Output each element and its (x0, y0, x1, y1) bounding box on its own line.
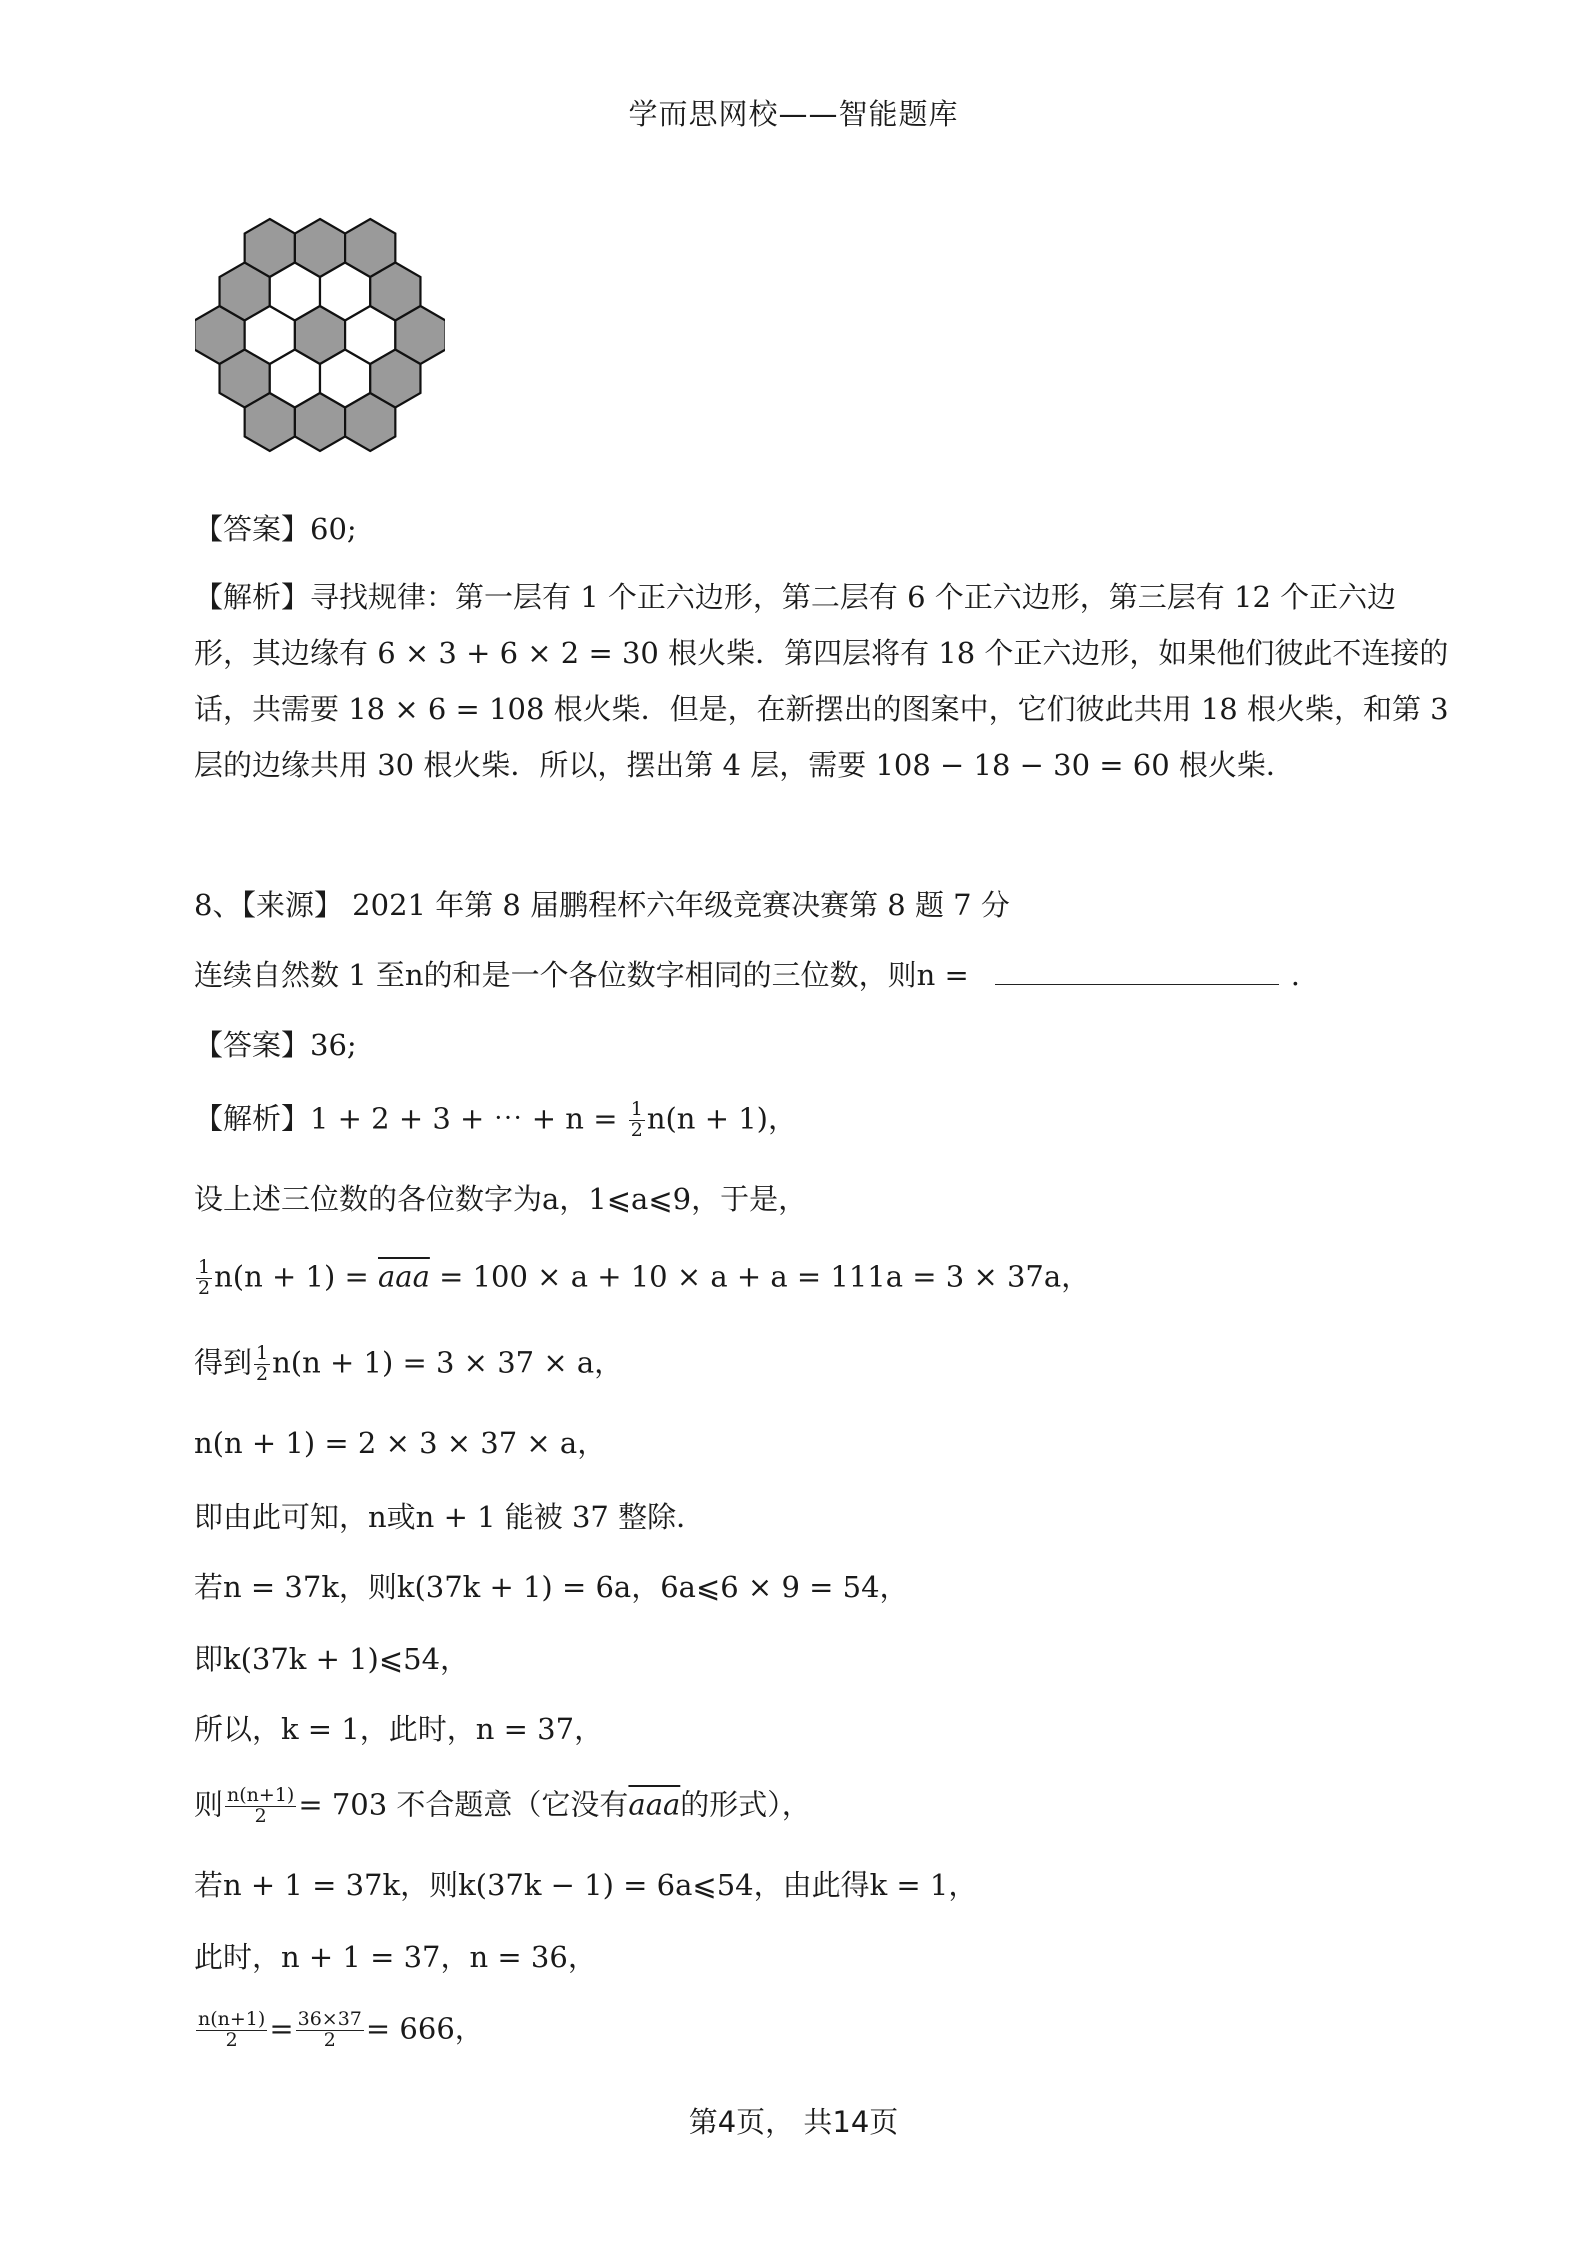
fraction-half (254, 1344, 270, 1385)
q8-step-2: 设上述三位数的各位数字为a，1⩽a⩽9，于是， (194, 1182, 808, 1216)
fraction-n-n1 (196, 2010, 267, 2051)
fraction-denominator: 2 (225, 2028, 238, 2051)
q8-step-5: n(n + 1) = 2 × 3 × 37 × a， (194, 1426, 607, 1460)
fraction-numerator: 1 (198, 1256, 211, 1278)
q8-step-9: 所以，k = 1，此时，n = 37， (194, 1712, 604, 1746)
q8-step-4 (194, 1344, 623, 1385)
q8-step-13 (194, 2010, 484, 2051)
q8-question-text: 连续自然数 1 至n的和是一个各位数字相同的三位数，则n = (194, 958, 969, 992)
page-footer: 第4页， 共14页 (688, 2105, 899, 2139)
q8-step-6: 即由此可知，n或n + 1 能被 37 整除． (194, 1500, 706, 1534)
q8-step-8: 即k(37k + 1)⩽54， (194, 1642, 470, 1676)
fraction-numerator: 1 (630, 1098, 643, 1120)
fraction-denominator: 2 (254, 1804, 267, 1827)
fraction-denominator: 2 (198, 1276, 211, 1299)
step-1-text-b: n(n + 1)， (646, 1101, 797, 1136)
q7-analysis-line-1: 【解析】寻找规律：第一层有 1 个正六边形，第二层有 6 个正六边形，第三层有 12 个正六边 (194, 580, 1397, 614)
step-1-text-a: 【解析】1 + 2 + 3 + ⋯ + n = (194, 1101, 618, 1136)
step-10-text-b: = 703 不合题意（它没有 (298, 1787, 629, 1822)
q8-question (194, 958, 1300, 993)
hexagon-pattern-figure (195, 200, 445, 470)
step-3-text-a: n(n + 1) = (214, 1259, 369, 1294)
q8-step-10 (194, 1786, 811, 1827)
q8-step-12: 此时，n + 1 = 37，n = 36， (194, 1940, 597, 1974)
answer-blank (995, 962, 1279, 985)
q8-answer: 【答案】36; (194, 1028, 357, 1062)
q8-step-11: 若n + 1 = 37k，则k(37k − 1) = 6a⩽54，由此得k = 1， (194, 1868, 978, 1902)
fraction-numerator: 36×37 (297, 2008, 362, 2030)
step-4-text-b: n(n + 1) = 3 × 37 × a， (272, 1345, 624, 1380)
fraction-numerator: n(n+1) (198, 2008, 266, 2030)
q7-answer: 【答案】60; (194, 512, 357, 546)
step-4-text-a: 得到 (194, 1345, 253, 1380)
fraction-denominator: 2 (256, 1362, 269, 1385)
step-3-text-b: = 100 × a + 10 × a + a = 111a = 3 × 37a， (439, 1259, 1091, 1294)
q8-step-1 (194, 1100, 797, 1141)
q8-source: 8、【来源】 2021 年第 8 届鹏程杯六年级竞赛决赛第 8 题 7 分 (194, 888, 1010, 922)
step-13-text-c: = 666， (365, 2011, 484, 2046)
overline-aaa: $\overline{aaa}$ (628, 1787, 681, 1822)
q7-analysis-line-4: 层的边缘共用 30 根火柴．所以，摆出第 4 层，需要 108 − 18 − 30 = 60 根火柴． (194, 748, 1295, 782)
fraction-half (196, 1258, 212, 1299)
fraction-half (629, 1100, 645, 1141)
fraction-36x37 (296, 2010, 364, 2051)
step-13-text-b: = (269, 2011, 294, 2046)
fraction-numerator: n(n+1) (227, 1784, 295, 1806)
q8-step-7: 若n = 37k，则k(37k + 1) = 6a，6a⩽6 × 9 = 54， (194, 1570, 909, 1604)
overline-aaa: $\overline{aaa}$ (378, 1259, 430, 1294)
fraction-numerator: 1 (256, 1342, 269, 1364)
q8-step-3 (194, 1258, 1090, 1299)
fraction-denominator: 2 (630, 1118, 643, 1141)
fraction-denominator: 2 (323, 2028, 336, 2051)
q8-question-end: . (1290, 958, 1300, 992)
fraction-n-n1 (225, 1786, 296, 1827)
q7-analysis-line-3: 话，共需要 18 × 6 = 108 根火柴．但是，在新摆出的图案中，它们彼此共用 18 根火柴，和第 3 (194, 692, 1449, 726)
q7-analysis-line-2: 形，其边缘有 6 × 3 + 6 × 2 = 30 根火柴．第四层将有 18 个正六边形，如果他们彼此不连接的 (194, 636, 1449, 670)
step-10-text-a: 则 (194, 1787, 224, 1822)
step-10-text-c: 的形式）， (680, 1787, 811, 1822)
page-header: 学而思网校——智能题库 (628, 97, 959, 131)
